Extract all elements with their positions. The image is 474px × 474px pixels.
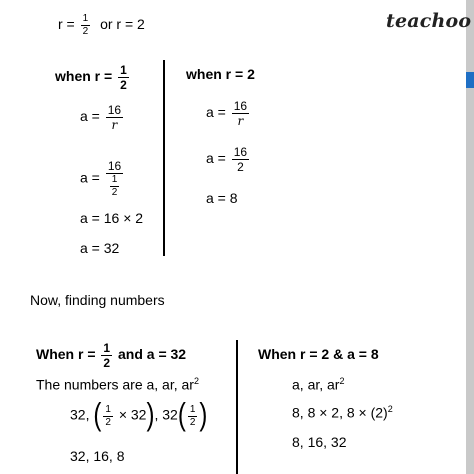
top-line: r = $\frac{1}{2}$ or r = 2 bbox=[58, 13, 145, 37]
scroll-thumb[interactable] bbox=[466, 72, 474, 88]
numbers-statement: The numbers are a, ar, $ar^2$ bbox=[36, 376, 199, 393]
left-line-2: a = $\frac{16}{\frac{1}{2}}$ bbox=[80, 159, 122, 198]
left-line-1: a = $\frac{16}{r}$ bbox=[80, 103, 122, 132]
finding-numbers-text: Now, finding numbers bbox=[30, 292, 165, 308]
right-line-3: a = 8 bbox=[206, 190, 238, 206]
bottom-left-heading: When r = $\frac{1}{2}$ and a = 32 bbox=[36, 341, 187, 370]
divider-bottom bbox=[236, 340, 238, 474]
left-case-heading: when r = $\frac{1}{2}$ bbox=[55, 63, 127, 92]
fraction-half: $\frac{1}{2}$ bbox=[82, 13, 89, 37]
bottom-left-result: 32, 16, 8 bbox=[70, 448, 125, 464]
divider-top bbox=[163, 60, 165, 256]
right-line-1: a = $\frac{16}{r}$ bbox=[206, 99, 248, 128]
right-case-heading: when r = 2 bbox=[186, 66, 255, 82]
bottom-right-line-2: 8, 8 × 2, $8 \times (2)^2$ bbox=[292, 404, 393, 421]
bottom-right-line-3: 8, 16, 32 bbox=[292, 434, 347, 450]
teachoo-logo: teachoo bbox=[386, 10, 472, 32]
numbers-expression: 32, ( $\frac{1}{2}$ × 32), 32( $\frac{1}{2}$ ) bbox=[70, 397, 208, 433]
bottom-right-line-1: a, ar, $ar^2$ bbox=[292, 376, 345, 393]
left-line-3: a = 16 × 2 bbox=[80, 210, 144, 226]
bottom-right-heading: When r = 2 & a = 8 bbox=[258, 346, 379, 362]
right-line-2: a = $\frac{16}{2}$ bbox=[206, 145, 248, 174]
left-line-4: a = 32 bbox=[80, 240, 120, 256]
